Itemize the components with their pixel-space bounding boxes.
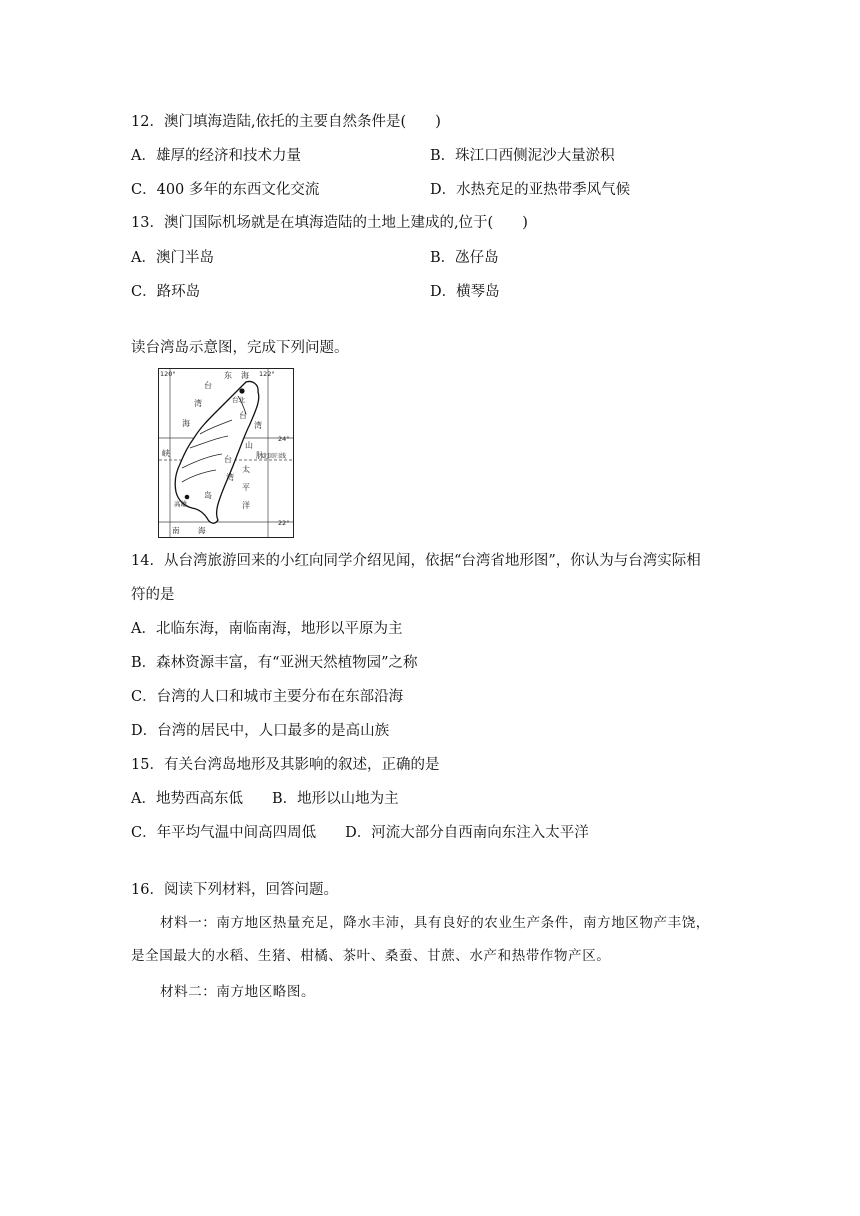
- island-char-1: 台: [224, 455, 232, 464]
- taiwan-map: [158, 368, 294, 538]
- taiwan-map-svg: [158, 368, 294, 538]
- island-char-2: 湾: [226, 473, 234, 482]
- q13-option-d: D．横琴岛: [430, 284, 500, 300]
- mountains-char-2: 湾: [254, 421, 262, 430]
- south-sea-char-1: 南: [172, 526, 180, 535]
- q13-option-c: C．路环岛: [131, 284, 201, 300]
- q12-option-b: B．珠江口西侧泥沙大量淤积: [430, 148, 615, 164]
- pacific-char-1: 太: [242, 465, 250, 474]
- strait-char-2: 湾: [194, 399, 202, 408]
- island-char-3: 岛: [204, 491, 212, 500]
- q14-stem-line-2: 符的是: [131, 587, 175, 603]
- lon-right-label: 122°: [259, 370, 275, 378]
- q14-option-b: B．森林资源丰富，有“亚洲天然植物园”之称: [131, 655, 418, 671]
- pacific-char-2: 平: [242, 483, 250, 492]
- lat-bottom-label: 22°: [278, 519, 290, 527]
- q15-stem: 15．有关台湾岛地形及其影响的叙述，正确的是: [131, 757, 440, 773]
- city-south-label: 高雄: [174, 500, 187, 508]
- q16-stem: 16．阅读下列材料，回答问题。: [131, 882, 338, 898]
- q12-stem: 12．澳门填海造陆,依托的主要自然条件是( ): [131, 114, 441, 130]
- strait-char-4: 峡: [162, 449, 170, 458]
- q16-material-1-line-1: 材料一：南方地区热量充足，降水丰沛，具有良好的农业生产条件，南方地区物产丰饶，: [160, 915, 710, 931]
- pacific-char-3: 洋: [242, 501, 250, 510]
- lon-left-label: 120°: [160, 370, 176, 378]
- q12-option-d: D．水热充足的亚热带季风气候: [430, 182, 631, 198]
- mountains-char-3: 山: [245, 441, 253, 450]
- q14-stem-line-1: 14．从台湾旅游回来的小红向同学介绍见闻，依据“台湾省地形图”，你认为与台湾实际相: [131, 553, 701, 569]
- tropic-label: 北回归线: [262, 453, 287, 460]
- lat-mid-label: 24°: [278, 435, 290, 443]
- q15-options-cd: C．年平均气温中间高四周低 D．河流大部分自西南向东注入太平洋: [131, 825, 589, 841]
- q13-option-a: A．澳门半岛: [131, 250, 214, 266]
- q12-option-c: C．400 多年的东西文化交流: [131, 182, 320, 198]
- q13-stem: 13．澳门国际机场就是在填海造陆的土地上建成的,位于( ): [131, 215, 528, 231]
- q12-option-a: A．雄厚的经济和技术力量: [131, 148, 301, 164]
- east-sea-char-2: 海: [241, 371, 249, 380]
- q15-options-ab: A．地势西高东低 B．地形以山地为主: [131, 791, 399, 807]
- q14-option-d: D．台湾的居民中，人口最多的是高山族: [131, 723, 390, 739]
- mountains-char-1: 台: [239, 411, 247, 420]
- q14-option-a: A．北临东海，南临南海，地形以平原为主: [131, 621, 403, 637]
- q14-option-c: C．台湾的人口和城市主要分布在东部沿海: [131, 689, 404, 705]
- south-sea-char-2: 海: [198, 526, 206, 535]
- city-north-label: 台北: [232, 396, 245, 404]
- mountains-char-4: 脉: [256, 451, 264, 460]
- east-sea-char-1: 东: [224, 371, 232, 380]
- strait-char-3: 海: [182, 419, 190, 428]
- map-intro: 读台湾岛示意图，完成下列问题。: [131, 340, 349, 356]
- strait-char-1: 台: [204, 381, 212, 390]
- q16-material-2: 材料二：南方地区略图。: [160, 984, 316, 1000]
- q16-material-1-line-2: 是全国最大的水稻、生猪、柑橘、茶叶、桑蚕、甘蔗、水产和热带作物产区。: [131, 948, 611, 964]
- q13-option-b: B．氹仔岛: [430, 250, 499, 266]
